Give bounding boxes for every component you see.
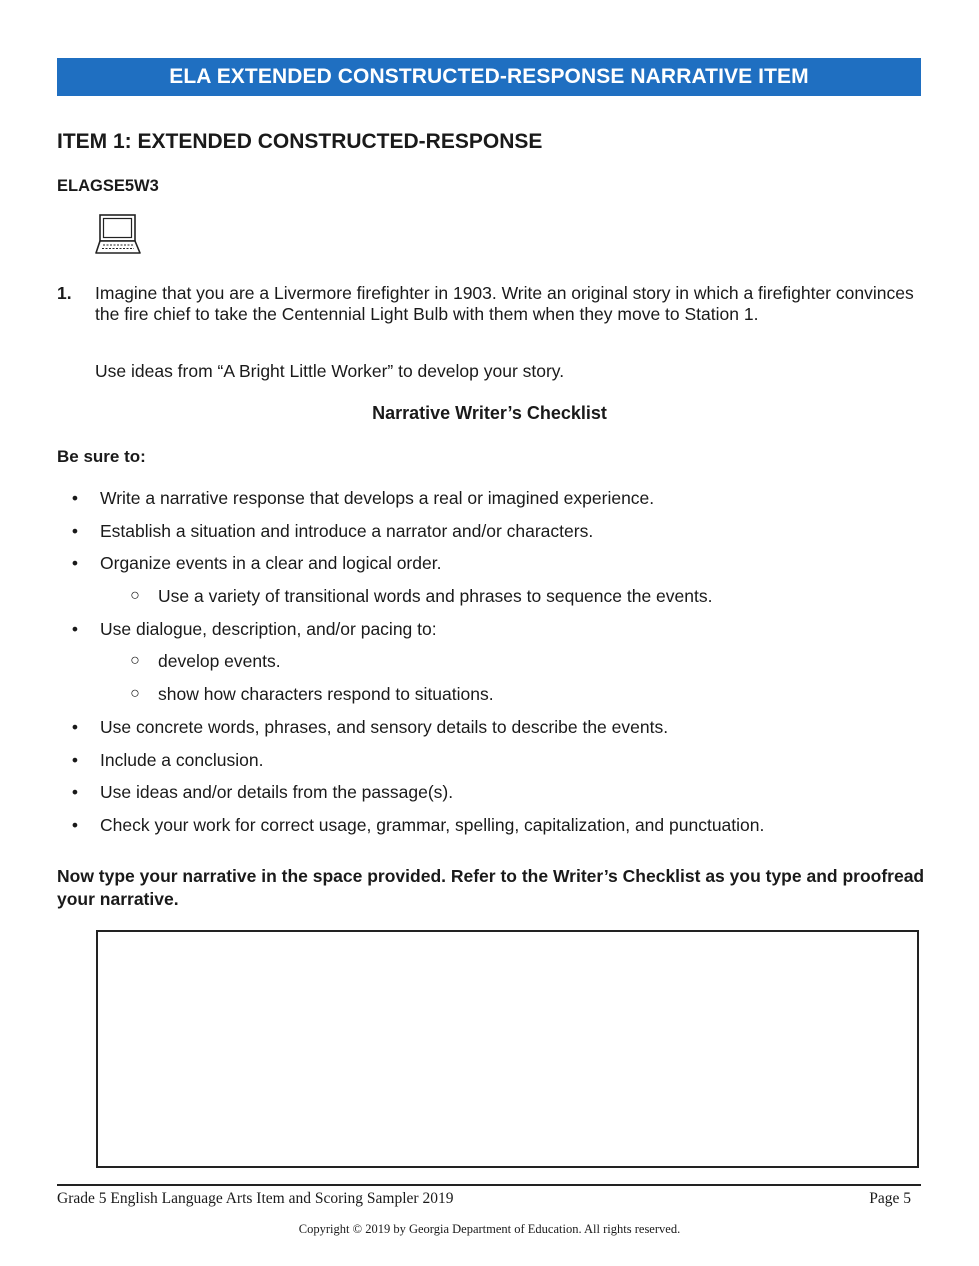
response-instruction: Now type your narrative in the space provided. Refer to the Writer’s Checklist as you type and proofread your narrative. [57,866,925,909]
checklist-subitem [0,580,979,613]
checklist-item [0,776,979,809]
checklist-item-text: Use concrete words, phrases, and sensory details to describe the events. [100,716,669,737]
item-title: ITEM 1: EXTENDED CONSTRUCTED-RESPONSE [57,130,543,153]
question-sub-prompt: Use ideas from “A Bright Little Worker” to develop your story. [95,361,565,381]
checklist-subitem [0,645,979,678]
checklist-item [0,744,979,777]
checklist-subitem-text: Use a variety of transitional words and phrases to sequence the events. [158,586,713,607]
circle-bullet-icon: ○ [130,685,140,703]
standard-code: ELAGSE5W3 [57,177,159,195]
checklist-item [0,809,979,842]
checklist-item [0,482,979,515]
question-number: 1. [57,283,72,303]
checklist-title: Narrative Writer’s Checklist [372,403,607,423]
footer-divider [57,1184,921,1186]
checklist-subitem-text: develop events. [158,651,281,672]
bullet-icon: • [71,749,79,770]
checklist-item-text: Include a conclusion. [100,749,264,770]
page-number: Page 5 [869,1190,911,1207]
bullet-icon: • [71,716,79,737]
checklist-intro: Be sure to: [57,447,146,466]
bullet-icon: • [71,618,79,639]
circle-bullet-icon: ○ [130,652,140,670]
checklist-item [0,547,979,580]
narrative-response-box[interactable] [96,930,919,1168]
checklist-item-text: Organize events in a clear and logical order. [100,553,442,574]
checklist [0,482,979,842]
checklist-item-text: Check your work for correct usage, grammar, spelling, capitalization, and punctuation. [100,814,765,835]
checklist-item-text: Write a narrative response that develops a real or imagined experience. [100,488,655,508]
copyright-notice: Copyright © 2019 by Georgia Department of Education. All rights reserved. [298,1222,681,1236]
bullet-icon: • [71,782,79,803]
checklist-item-text: Use ideas and/or details from the passage(s). [100,782,454,803]
bullet-icon: • [71,488,79,508]
checklist-item-text: Establish a situation and introduce a narrator and/or characters. [100,520,594,541]
checklist-subitem [0,678,979,711]
checklist-item [0,613,979,646]
checklist-item-text: Use dialogue, description, and/or pacing to: [100,618,437,639]
checklist-item [0,711,979,744]
computer-icon [95,214,141,256]
bullet-icon: • [71,520,79,541]
bullet-icon: • [71,814,79,835]
section-banner: ELA EXTENDED CONSTRUCTED-RESPONSE NARRATIVE ITEM [57,58,921,96]
checklist-item [0,515,979,548]
circle-bullet-icon: ○ [130,587,140,605]
footer-title: Grade 5 English Language Arts Item and Scoring Sampler 2019 [57,1190,454,1207]
checklist-subitem-text: show how characters respond to situations. [158,684,494,705]
question-prompt: Imagine that you are a Livermore firefighter in 1903. Write an original story in which a firefighter convinces the fire chief to take the Centennial Light Bulb with them when they move to Station 1. [95,283,914,324]
bullet-icon: • [71,553,79,574]
